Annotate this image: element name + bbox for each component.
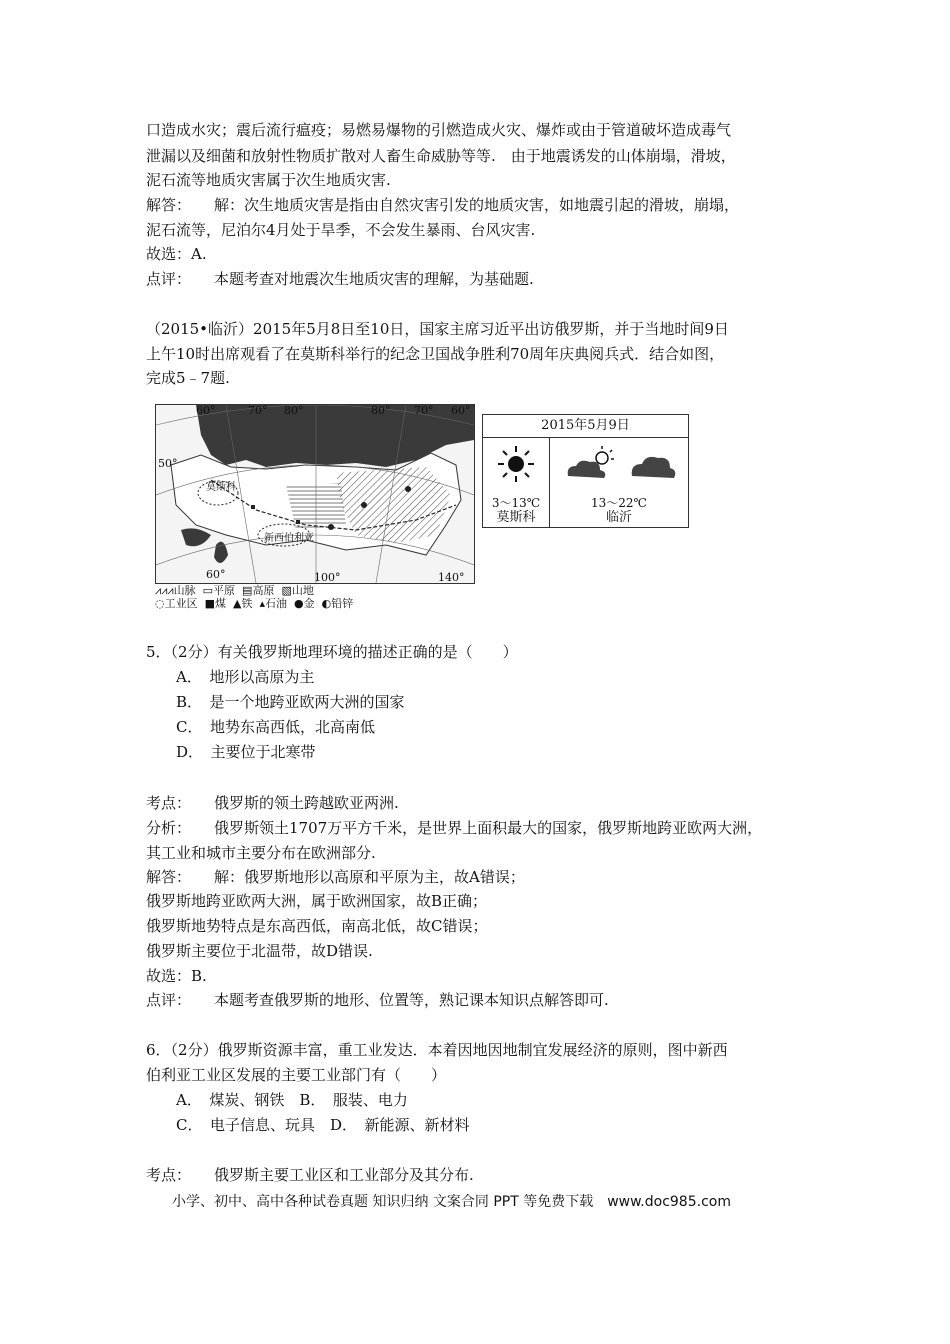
weather-moscow [483,438,550,527]
answer-text: 解：次生地质灾害是指由自然灾害引发的地质灾害，如地震引起的滑坡，崩塌， [214,196,740,214]
linyi-temp: 13～22℃ [591,496,647,510]
q5-choice: 故选：B. [146,967,207,985]
q5-option-b: B． 是一个地跨亚欧两大洲的国家 [176,693,405,711]
figure [155,404,690,610]
map-degree-label: 100° [314,571,341,584]
q6-options-1: A． 煤炭、钢铁 B． 服装、电力 [176,1091,408,1109]
page-footer: 小学、初中、高中各种试卷真题 知识归纳 文案合同 PPT 等免费下载 www.doc985.com [172,1194,731,1210]
comment-label: 点评： [146,991,192,1009]
weather-linyi [550,438,688,527]
moscow-city: 莫斯科 [496,510,536,525]
iron-icon: ▲ [233,597,242,610]
intro-choice: 故选：A. [146,245,207,263]
legend-label: 煤 [215,597,227,610]
cloud-sun-icon [550,438,688,494]
kaodian-label: 考点： [146,794,192,812]
passage-line-1: （2015•临沂）2015年5月8日至10日，国家主席习近平出访俄罗斯，并于当地时间9日 [146,320,729,338]
comment-label: 点评： [146,270,192,288]
plateau-swatch: ▤ [242,584,253,597]
kaodian-text: 俄罗斯的领土跨越欧亚两洲. [214,794,399,812]
q5-fenxi-cont: 其工业和城市主要分布在欧洲部分. [146,844,376,862]
plain-swatch: ▭ [202,584,214,597]
map-degree-label: 60° [196,404,216,417]
map-degree-label: 80° [284,404,304,417]
q5-stem: 5．（2分）有关俄罗斯地理环境的描述正确的是（ ） [146,643,518,661]
kaodian-text: 俄罗斯主要工业区和工业部分及其分布. [214,1166,474,1184]
map-degree-label: 60° [206,568,226,581]
map-legend [155,584,485,610]
intro-line-2: 泄漏以及细菌和放射性物质扩散对人畜生命威胁等等. 由于地震诱发的山体崩塌，滑坡， [146,147,736,165]
legend-label: 金 [303,597,315,610]
q5-kaodian [146,793,399,813]
legend-label: 工业区 [164,597,198,610]
kaodian-label: 考点： [146,1166,192,1184]
q5-jieda-4: 俄罗斯主要位于北温带，故D错误. [146,942,373,960]
sun-icon [483,438,549,494]
q5-comment [146,990,609,1010]
coal-icon: ■ [204,597,216,610]
map-degree-label: 70° [414,404,434,417]
moscow-temp: 3～13℃ [491,496,541,510]
map-degree-label: 60° [451,404,471,417]
q6-stem-1: 6．（2分）俄罗斯资源丰富，重工业发达．本着因地因地制宜发展经济的原则，图中新西 [146,1041,728,1059]
industrial-area-icon: ◌ [155,597,165,610]
fenxi-label: 分析： [146,819,192,837]
lead-zinc-icon: ◐ [321,597,332,610]
legend-label: 石油 [265,597,288,610]
q5-option-c: C． 地势东高西低，北高南低 [176,718,375,736]
q5-jieda-3: 俄罗斯地势特点是东高西低，南高北低，故C错误； [146,917,488,935]
legend-row-terrain [155,584,485,597]
q5-jieda [146,867,525,887]
upland-swatch: ▧ [281,584,292,597]
gold-icon: ● [294,597,304,610]
intro-answer [146,195,739,215]
legend-label: 山脉 [173,584,196,597]
map-degree-label: 140° [438,571,465,584]
russia-map [155,404,475,584]
intro-answer-cont: 泥石流等，尼泊尔4月处于旱季，不会发生暴雨、台风灾害. [146,221,536,239]
mountain-icon: ⩘⩘⩘ [155,584,174,597]
weather-box [482,414,689,528]
fenxi-text: 俄罗斯领土1707万平方千米，是世界上面积最大的国家，俄罗斯地跨亚欧两大洲， [214,819,763,837]
comment-text: 本题考查俄罗斯的地形、位置等，熟记课本知识点解答即可. [214,991,609,1009]
legend-label: 平原 [213,584,236,597]
map-label-novosibirsk: 新西伯利亚 [264,533,314,544]
q5-option-a: A． 地形以高原为主 [176,668,315,686]
passage-line-3: 完成5﹣7题. [146,369,230,387]
map-label-moscow: 莫斯科 [206,482,236,493]
map-degree-label: 70° [248,404,268,417]
legend-label: 铁 [241,597,253,610]
intro-line-3: 泥石流等地质灾害属于次生地质灾害. [146,171,391,189]
comment-text: 本题考查对地震次生地质灾害的理解，为基础题. [214,270,534,288]
map-drawing [156,405,474,583]
q5-jieda-2: 俄罗斯地跨亚欧两大洲，属于欧洲国家，故B正确； [146,892,488,910]
intro-line-1: 口造成水灾；震后流行瘟疫；易燃易爆物的引燃造成火灾、爆炸或由于管道破坏造成毒气 [146,121,732,139]
answer-label: 解答： [146,196,192,214]
q6-options-2: C． 电子信息、玩具 D． 新能源、新材料 [176,1116,470,1134]
linyi-city: 临沂 [605,510,632,525]
q5-fenxi [146,818,762,838]
weather-date: 2015年5月9日 [483,415,688,438]
jieda-label: 解答： [146,868,192,886]
legend-label: 铅锌 [331,597,354,610]
q6-stem-2: 伯利亚工业区发展的主要工业部门有（ ） [146,1066,447,1084]
q6-kaodian [146,1165,474,1185]
legend-label: 高原 [252,584,275,597]
jieda-text: 解：俄罗斯地形以高原和平原为主，故A错误； [214,868,525,886]
intro-comment [146,269,534,289]
legend-row-resources [155,597,485,610]
map-degree-label: 50° [158,457,178,470]
map-degree-label: 80° [371,404,391,417]
legend-label: 山地 [291,584,314,597]
q5-option-d: D． 主要位于北寒带 [176,743,316,761]
oil-icon: ▴ [259,597,266,610]
passage-line-2: 上午10时出席观看了在莫斯科举行的纪念卫国战争胜利70周年庆典阅兵式．结合如图， [146,345,725,363]
